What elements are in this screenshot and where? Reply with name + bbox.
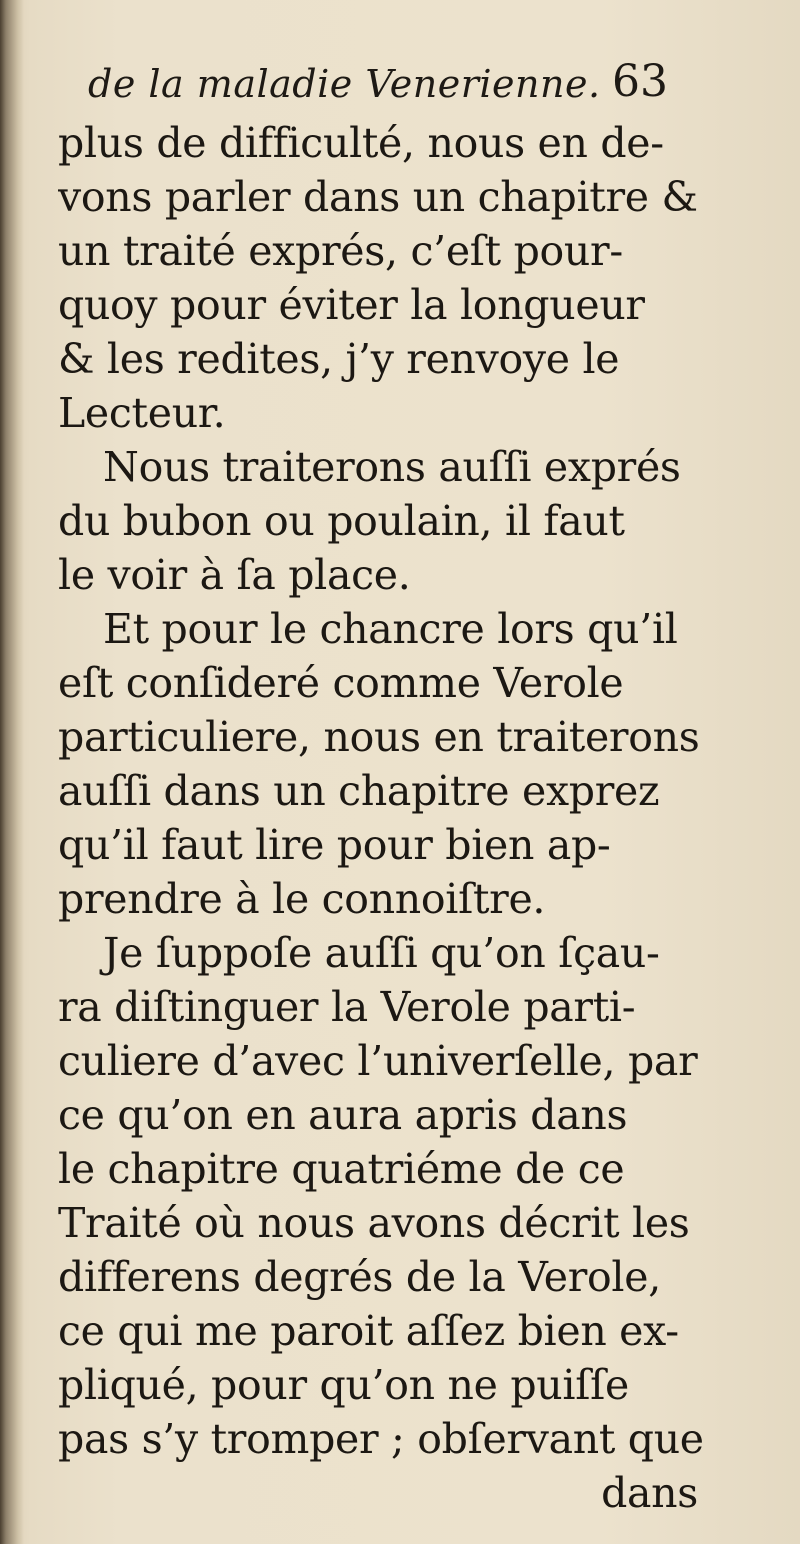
page-gutter: [0, 0, 24, 1544]
text-line: pas s’y tromper ; obſervant que: [58, 1415, 704, 1463]
text-line-paragraph-start: Et pour le chancre lors qu’il: [103, 605, 678, 653]
text-line: ce qu’on en aura apris dans: [58, 1091, 628, 1139]
text-line: culiere d’avec l’univerſelle, par: [58, 1037, 698, 1085]
text-line: un traité exprés, c’eſt pour-: [58, 227, 623, 275]
body-text: [58, 116, 718, 1520]
text-line: Traité où nous avons décrit les: [58, 1199, 690, 1247]
text-line: du bubon ou poulain, il faut: [58, 497, 625, 545]
text-line: & les redites, j’y renvoye le: [58, 335, 620, 383]
text-line: particuliere, nous en traiterons: [58, 713, 700, 761]
text-line: le chapitre quatriéme de ce: [58, 1145, 625, 1193]
text-line: Lecteur.: [58, 389, 226, 437]
text-line: quoy pour éviter la longueur: [58, 281, 645, 329]
text-line: plus de difficulté, nous en de-: [58, 119, 664, 167]
text-line: le voir à ſa place.: [58, 551, 411, 599]
text-line: ce qui me paroit aſſez bien ex-: [58, 1307, 679, 1355]
text-line: prendre à le connoiſtre.: [58, 875, 546, 923]
page-number: 63: [612, 56, 668, 107]
text-line: qu’il faut lire pour bien ap-: [58, 821, 611, 869]
text-line-paragraph-start: Nous traiterons auſſi exprés: [103, 443, 681, 491]
text-line: ra diſtinguer la Verole parti-: [58, 983, 636, 1031]
text-line: vons parler dans un chapitre &: [58, 173, 698, 221]
text-line: auſſi dans un chapitre exprez: [58, 767, 660, 815]
running-head: de la maladie Venerienne.: [88, 62, 601, 106]
text-line-paragraph-start: Je ſuppoſe auſſi qu’on ſçau-: [103, 929, 660, 977]
page-header: [88, 56, 668, 122]
text-line: pliqué, pour qu’on ne puiſſe: [58, 1361, 629, 1409]
catchword: dans: [601, 1469, 698, 1517]
text-line: differens degrés de la Verole,: [58, 1253, 661, 1301]
text-line: eſt conſideré comme Verole: [58, 659, 624, 707]
